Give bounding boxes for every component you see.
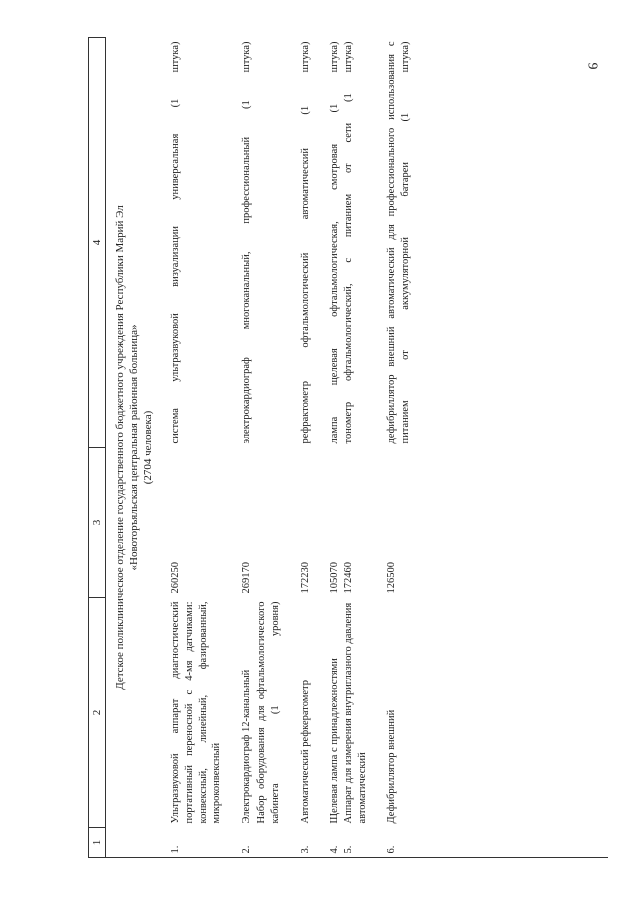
page-frame-line — [88, 857, 608, 858]
column-header-2: 2 — [89, 598, 106, 828]
row-number: 4. — [329, 845, 341, 854]
equipment-name: Электрокардиограф 12-канальный — [240, 669, 252, 824]
column-header-3: 3 — [89, 448, 106, 598]
row-number: 6. — [386, 845, 398, 854]
equipment-price: 269170 — [240, 562, 252, 594]
equipment-name: Аппарат для измерения внутриглазного давления автоматический — [343, 602, 368, 824]
equipment-price: 172460 — [343, 562, 355, 594]
page-number: 9 — [584, 62, 600, 70]
table-row — [328, 38, 342, 858]
table-row — [385, 38, 412, 858]
equipment-name: Дефибриллятор внешний — [386, 709, 398, 824]
table-row — [299, 38, 313, 858]
section-title-line-3: (2704 человека) — [141, 410, 154, 485]
equipment-price: 172230 — [299, 562, 311, 594]
table-row — [342, 38, 369, 858]
column-header-4: 4 — [89, 38, 106, 448]
equipment-type: лампа щелевая офтальмологическая, смотровая (1 штука) — [329, 41, 341, 444]
equipment-type: дефибриллятор внешний автоматический для профессионального использования с питанием от аккумуляторной батареи (1 штука) — [386, 41, 411, 444]
equipment-type — [255, 38, 282, 448]
equipment-price: 126500 — [386, 562, 398, 594]
column-header-1: 1 — [89, 828, 106, 858]
table-row — [240, 38, 254, 858]
equipment-type: рефрактометр офтальмологический автоматический (1 штука) — [299, 41, 311, 444]
section-title-line-2: «Новоторъяльская центральная районная больница» — [127, 324, 140, 571]
row-number: 2. — [240, 845, 252, 854]
equipment-name: Автоматический рефкератометр — [299, 679, 311, 824]
equipment-type: электрокардиограф многоканальный, профессиональный (1 штука) — [240, 41, 252, 444]
equipment-name: Щелевая лампа с принадлежностями — [329, 658, 341, 824]
row-number: 1. — [170, 845, 182, 854]
table-header-row — [89, 38, 106, 858]
equipment-type: тонометр офтальмологический, с питанием от сети (1 штука) — [343, 41, 355, 444]
section-title-line-1: Детское поликлиническое отделение государственного бюджетного учреждения Республики Марий Эл — [114, 205, 126, 690]
equipment-price: 260250 — [170, 562, 182, 594]
equipment-price: 105070 — [329, 562, 341, 594]
row-number: 5. — [343, 845, 355, 854]
equipment-price — [255, 448, 282, 598]
table-row — [169, 38, 224, 858]
row-number: 3. — [299, 845, 311, 854]
row-number — [255, 828, 282, 858]
table-row — [255, 38, 282, 858]
section-title — [106, 38, 170, 858]
equipment-table — [88, 37, 413, 858]
document-page — [88, 38, 608, 858]
equipment-name: Ультразвуковой аппарат диагностический портативный переносной с 4-мя датчиками: конвексный, линейный, фазированный, микроконвексный — [170, 601, 223, 824]
equipment-type: система ультразвуковой визуализации универсальная (1 штука) — [170, 41, 182, 444]
equipment-name: Набор оборудования для офтальмологического кабинета (1 уровня) — [256, 601, 282, 824]
